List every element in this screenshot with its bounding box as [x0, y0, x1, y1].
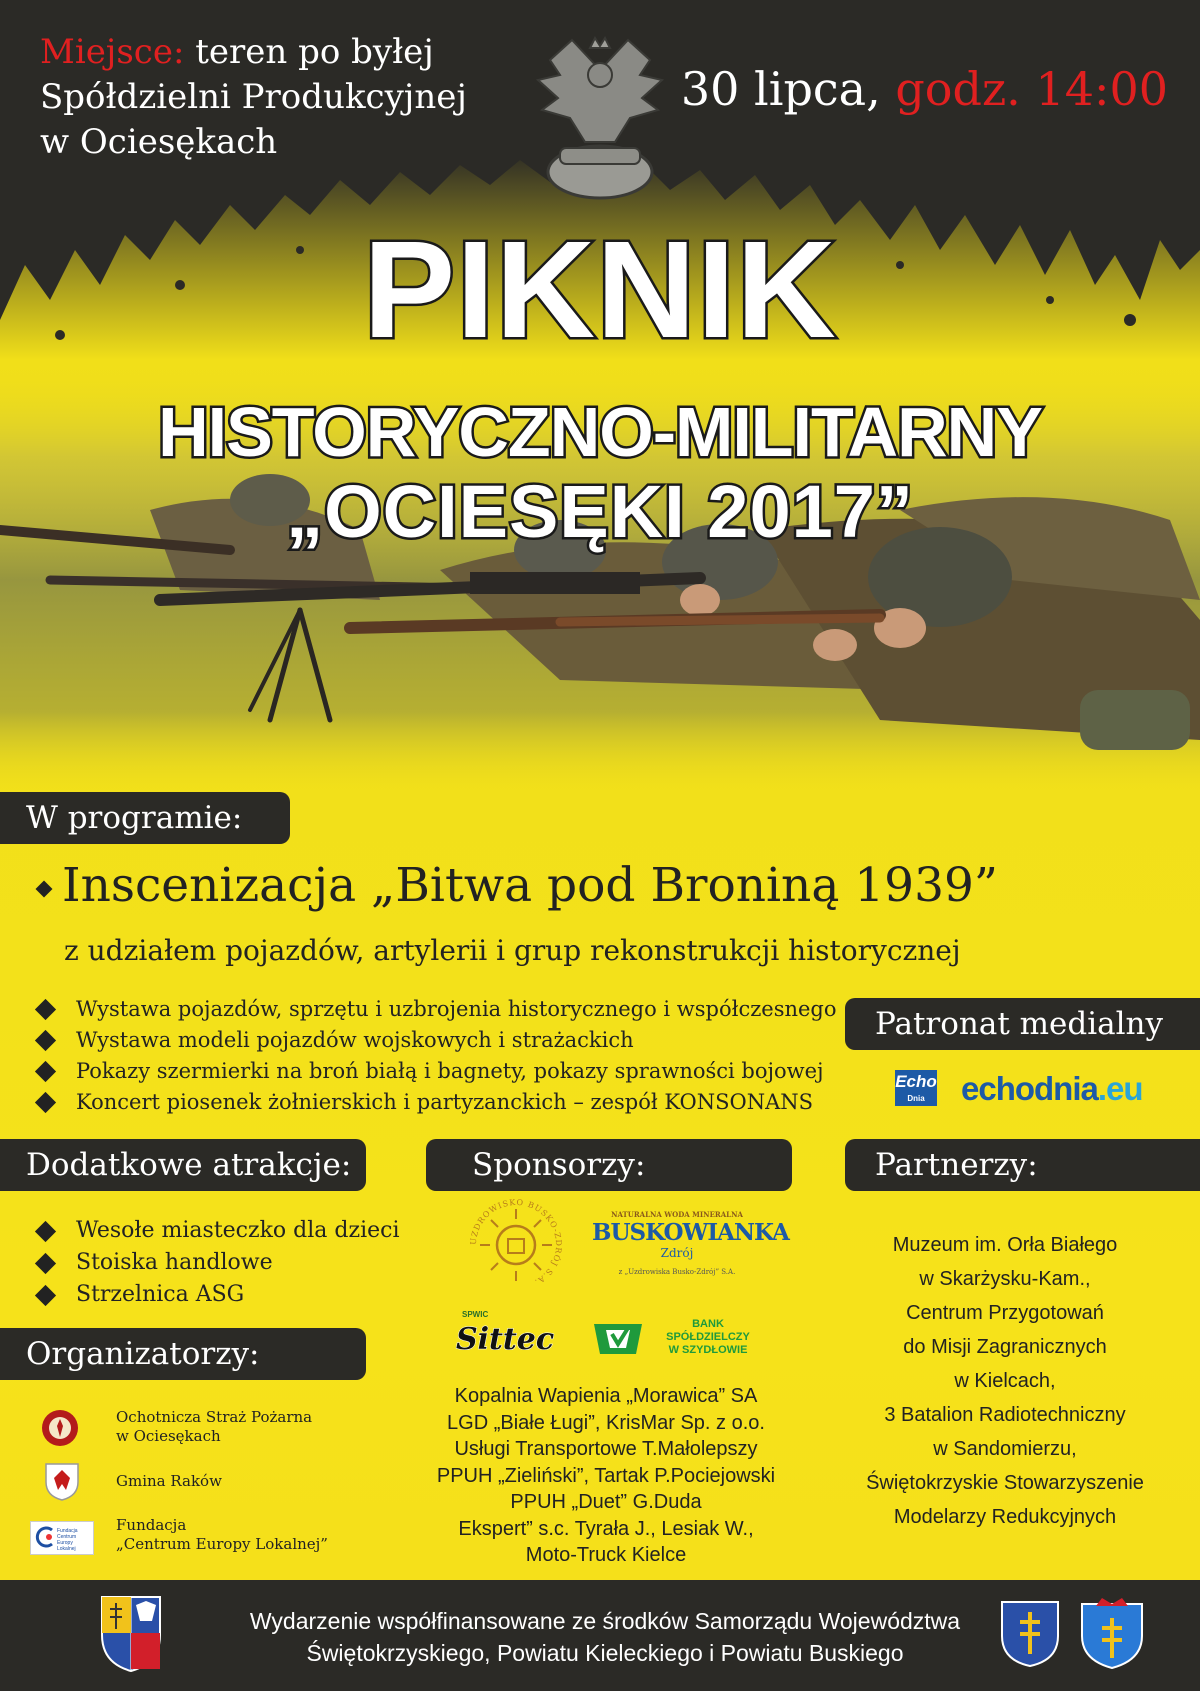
list-item: Wystawa pojazdów, sprzętu i uzbrojenia historycznego i współczesnego: [34, 994, 837, 1025]
list-item: Muzeum im. Orła Białego: [892, 1234, 1118, 1256]
program-list: [34, 994, 837, 1118]
list-item: Kopalnia Wapienia „Morawica” SA: [454, 1385, 758, 1407]
event-date: [681, 62, 1168, 116]
list-item: w Skarżysku-Kam.,: [919, 1268, 1091, 1290]
funding-line-1: Wydarzenie współfinansowane ze środków Samorządu Województwa: [249, 1608, 961, 1634]
time-text: godz. 14:00: [895, 62, 1168, 116]
program-headline-text: Inscenizacja „Bitwa pod Broniną 1939”: [62, 858, 998, 913]
place-line-2: Spółdzielni Produkcyjnej: [40, 77, 467, 117]
sun-logo-icon: [466, 1195, 566, 1295]
coat-of-arms-icon: [44, 1462, 80, 1502]
fire-brigade-icon: [40, 1408, 80, 1448]
list-item: Koncert piosenek żołnierskich i partyzanckich – zespół KONSONANS: [34, 1087, 837, 1118]
diamond-bullet-icon: [35, 1061, 56, 1082]
organizers-tab: Organizatorzy:: [0, 1328, 366, 1380]
organizer-fire-brigade: Ochotnicza Straż Pożarna w Ociesękach: [40, 1408, 380, 1452]
sponsor-bank-logo: BANK SPÓŁDZIELCZY W SZYDŁOWIE: [590, 1316, 770, 1362]
echo-badge: Echo Dnia: [895, 1070, 937, 1106]
diamond-bullet-icon: [35, 999, 56, 1020]
program-headline: [38, 858, 998, 913]
list-item: LGD „Białe Ługi”, KrisMar Sp. z o.o.: [447, 1411, 765, 1434]
sponsors-list: [396, 1383, 816, 1569]
funding-line-2: Świętokrzyskiego, Powiatu Kieleckiego i Powiatu Buskiego: [306, 1640, 904, 1666]
media-patronage-tab: Patronat medialny: [845, 998, 1200, 1050]
list-item: Usługi Transportowe T.Małolepszy: [454, 1438, 758, 1460]
list-item: Wesołe miasteczko dla dzieci: [34, 1215, 399, 1247]
diamond-bullet-icon: [35, 1030, 56, 1051]
title-event-name: „OCIESĘKI 2017”: [286, 470, 914, 553]
event-place: [40, 30, 600, 165]
list-item: Wystawa modeli pojazdów wojskowych i strażackich: [34, 1025, 837, 1056]
diamond-bullet-icon: [36, 881, 53, 898]
place-text: teren po byłej: [184, 32, 434, 72]
voivodeship-coat-of-arms-icon: [100, 1595, 162, 1673]
list-item: Moto-Truck Kielce: [525, 1544, 687, 1566]
foundation-logo-icon: [34, 1526, 56, 1548]
sponsor-uzdrowisko-ring: UZDROWISKO BUSKO-ZDRÓJ S.A.: [468, 1197, 564, 1288]
funding-note: [180, 1605, 1030, 1669]
extra-attractions-tab: Dodatkowe atrakcje:: [0, 1139, 366, 1191]
diamond-bullet-icon: [35, 1221, 56, 1242]
list-item: Ekspert” s.c. Tyrała J., Lesiak W.,: [458, 1517, 754, 1540]
list-item: Modelarzy Redukcyjnych: [893, 1506, 1117, 1528]
list-item: 3 Batalion Radiotechniczny: [884, 1404, 1126, 1426]
partners-tab: Partnerzy:: [845, 1139, 1200, 1191]
list-item: w Kielcach,: [954, 1370, 1056, 1392]
place-line-1: [40, 30, 600, 75]
bank-logo-icon: [590, 1318, 646, 1358]
place-line-3: w Ociesękach: [40, 122, 278, 162]
organizer-foundation: Fundacja Centrum Europy Lokalnej Fundacja „Centrum Europy Lokalnej”: [40, 1516, 380, 1560]
list-item: Świętokrzyskie Stowarzyszenie: [866, 1472, 1144, 1494]
diamond-bullet-icon: [35, 1092, 56, 1113]
list-item: Strzelnica ASG: [34, 1279, 399, 1311]
list-item: PPUH „Duet” G.Duda: [510, 1491, 702, 1513]
echodnia-logo: [895, 1070, 1145, 1110]
diamond-bullet-icon: [35, 1285, 56, 1306]
extra-attractions-list: [34, 1215, 399, 1311]
list-item: do Misji Zagranicznych: [903, 1336, 1107, 1358]
title-piknik: PIKNIK: [363, 213, 837, 367]
foundation-logo: Fundacja Centrum Europy Lokalnej: [30, 1521, 94, 1555]
program-subline: z udziałem pojazdów, artylerii i grup rekonstrukcji historycznej: [64, 934, 961, 967]
sponsors-tab: Sponsorzy:: [426, 1139, 792, 1191]
place-label: Miejsce:: [40, 32, 185, 72]
date-text: 30 lipca,: [680, 62, 896, 116]
echodnia-site: echodnia.eu: [961, 1070, 1143, 1107]
sponsor-buskowianka-logo: NATURALNA WODA MINERALNA BUSKOWIANKA Zdrój z „Uzdrowiska Busko-Zdrój” S.A.: [592, 1210, 789, 1276]
sponsor-sittec-logo: SPWIC Sittec: [456, 1310, 555, 1357]
diamond-bullet-icon: [35, 1253, 56, 1274]
organizer-gmina-rakow: Gmina Raków: [40, 1462, 380, 1506]
partners-list: [840, 1228, 1170, 1534]
list-item: Centrum Przygotowań: [906, 1302, 1104, 1324]
program-tab: W programie:: [0, 792, 290, 844]
busko-county-coat-of-arms-icon: [1080, 1598, 1144, 1670]
title-historical-military: HISTORYCZNO-MILITARNY: [158, 393, 1042, 471]
list-item: w Sandomierzu,: [933, 1438, 1077, 1460]
list-item: Stoiska handlowe: [34, 1247, 399, 1279]
list-item: PPUH „Zieliński”, Tartak P.Pociejowski: [436, 1464, 776, 1487]
list-item: Pokazy szermierki na broń białą i bagnety, pokazy sprawności bojowej: [34, 1056, 837, 1087]
